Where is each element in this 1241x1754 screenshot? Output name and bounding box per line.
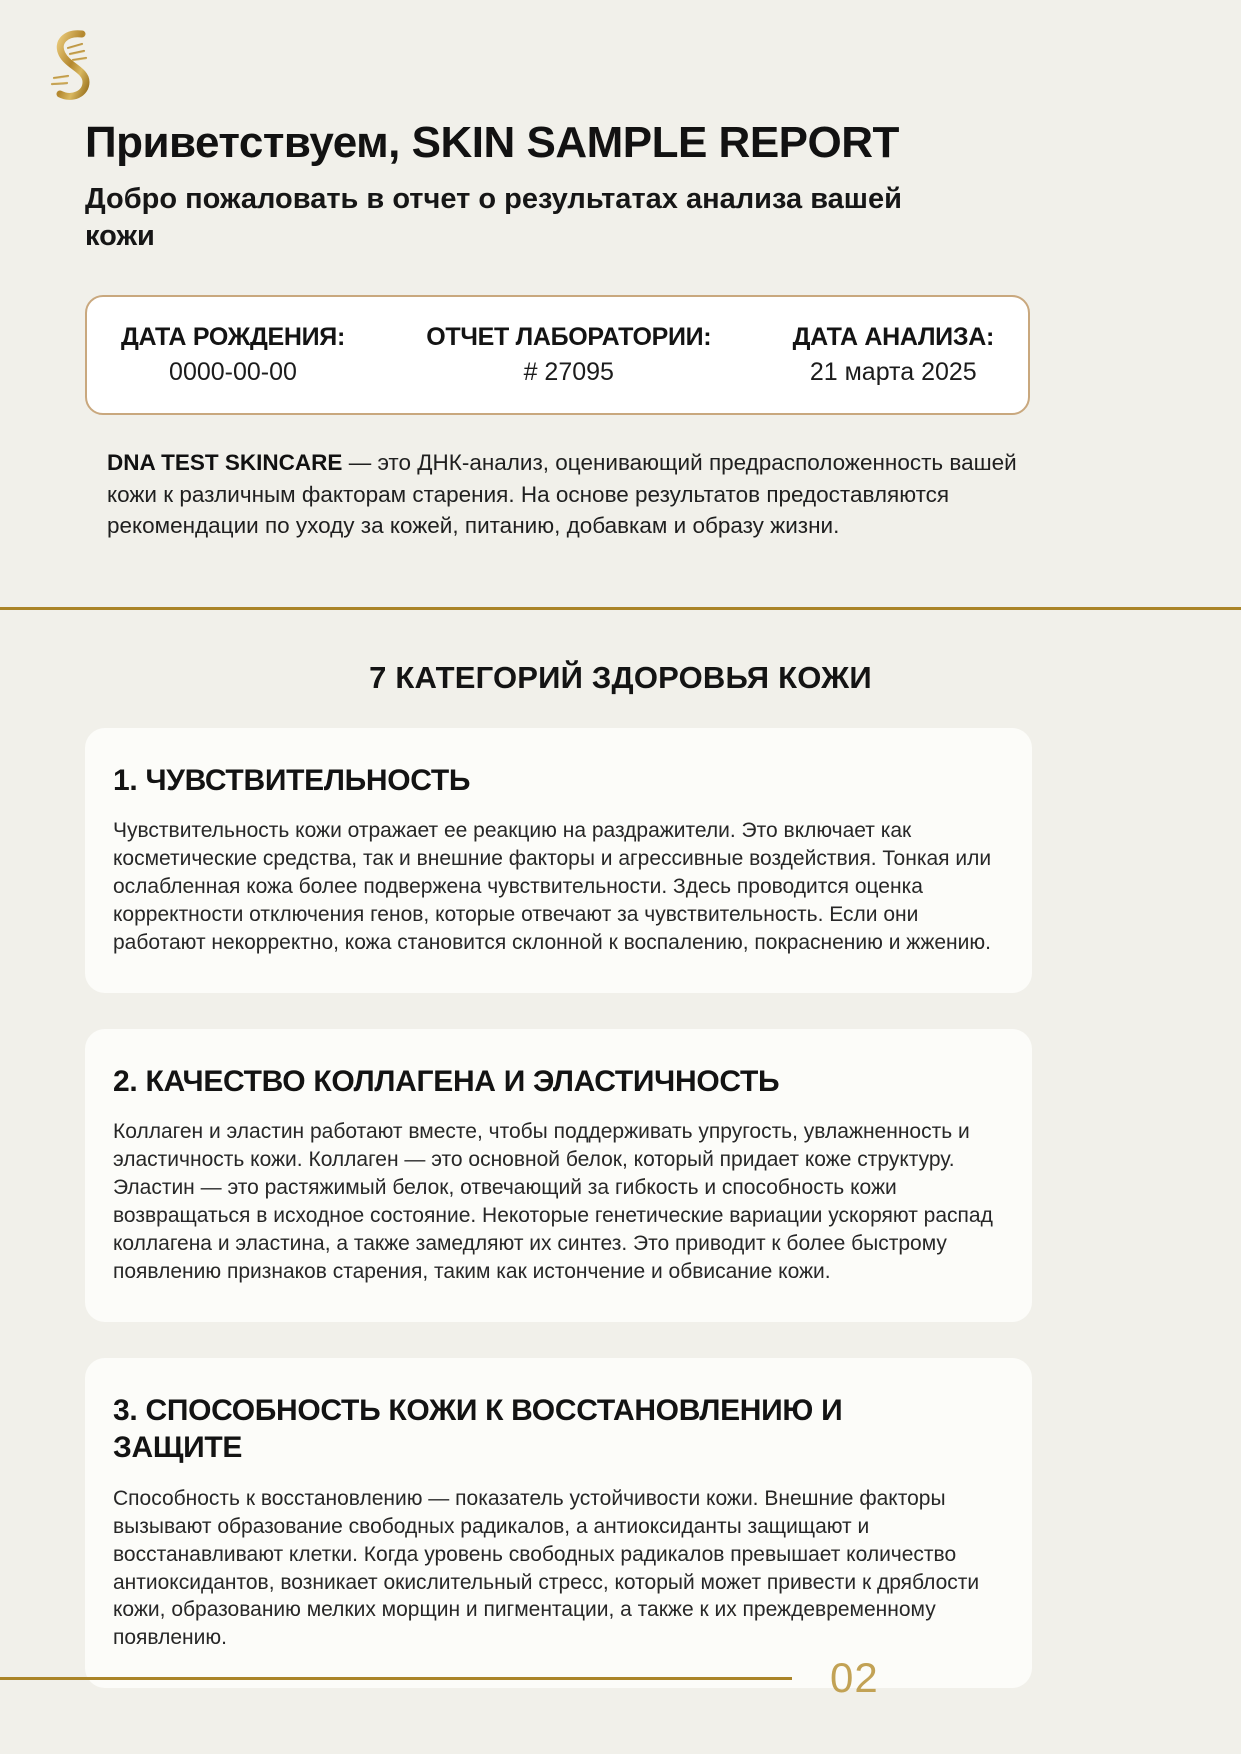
footer-gold-line — [0, 1677, 792, 1680]
intro-text: — это ДНК-анализ, оценивающий предрасположенность вашей кожи к различным факторам старения. На основе результатов предоставляются рекомендации по уходу за кожей, питанию, добавкам и образу жизни. — [107, 450, 1017, 538]
card-body: Коллаген и эластин работают вместе, чтобы поддерживать упругость, увлажненность и эластичность кожи. Коллаген — это основной белок, который придает коже структуру. Эластин — это растяжимый белок, отвечающий за гибкость и способность кожи возвращаться в исходное состояние. Некоторые генетические вариации ускоряют распад коллагена и эластина, а также замедляют их синтез. Это приводит к более быстрому появлению признаков старения, таким как истончение и обвисание кожи. — [113, 1120, 993, 1283]
categories-section — [0, 660, 1241, 1689]
dna-helix-icon — [42, 30, 106, 104]
card-collagen-elasticity — [85, 1029, 1032, 1322]
category-cards — [85, 728, 1156, 1689]
page-subtitle: Добро пожаловать в отчет о результатах анализа вашей кожи — [85, 183, 902, 253]
card-repair-protection — [85, 1358, 1032, 1689]
page-content — [0, 118, 1241, 541]
page-title: Приветствуем, SKIN SAMPLE REPORT — [85, 118, 899, 167]
logo-container — [0, 30, 1241, 104]
report-info-box — [85, 295, 1030, 415]
birth-date-label: ДАТА РОЖДЕНИЯ: — [121, 323, 345, 352]
card-sensitivity — [85, 728, 1032, 993]
section-title: 7 КАТЕГОРИЙ ЗДОРОВЬЯ КОЖИ — [369, 659, 872, 695]
card-body: Чувствительность кожи отражает ее реакцию на раздражители. Это включает как косметические средства, так и внешние факторы и агрессивные воздействия. Тонкая или ослабленная кожа более подвержена чувствительности. Здесь проводится оценка корректности отключения генов, которые отвечают за чувствительность. Если они работают некорректно, кожа становится склонной к воспалению, покраснению и жжению. — [113, 819, 992, 954]
card-body: Способность к восстановлению — показатель устойчивости кожи. Внешние факторы вызывают образование свободных радикалов, а антиоксиданты защищают и восстанавливают клетки. Когда уровень свободных радикалов превышает количество антиоксидантов, возникает окислительный стресс, который может привести к дряблости кожи, образованию мелких морщин и пигментации, а также к их преждевременному появлению. — [113, 1486, 980, 1650]
page-footer — [0, 1654, 1241, 1702]
birth-date-value: 0000-00-00 — [169, 358, 297, 387]
page-number: 02 — [830, 1654, 879, 1701]
analysis-date-value: 21 марта 2025 — [809, 358, 977, 387]
card-title: 1. ЧУВСТВИТЕЛЬНОСТЬ — [113, 763, 471, 797]
analysis-date-label: ДАТА АНАЛИЗА: — [792, 323, 994, 352]
intro-paragraph — [85, 447, 1045, 540]
info-field-analysis-date — [793, 323, 994, 387]
lab-report-value: # 27095 — [523, 358, 614, 387]
info-field-lab-report — [426, 323, 711, 387]
card-title: 2. КАЧЕСТВО КОЛЛАГЕНА И ЭЛАСТИЧНОСТЬ — [113, 1064, 780, 1098]
lab-report-label: ОТЧЕТ ЛАБОРАТОРИИ: — [426, 323, 712, 352]
gold-divider — [0, 607, 1241, 610]
card-title: 3. СПОСОБНОСТЬ КОЖИ К ВОССТАНОВЛЕНИЮ И ЗАЩИТЕ — [113, 1393, 843, 1465]
info-field-birth-date — [121, 323, 345, 387]
intro-lead: DNA TEST SKINCARE — [107, 450, 343, 476]
